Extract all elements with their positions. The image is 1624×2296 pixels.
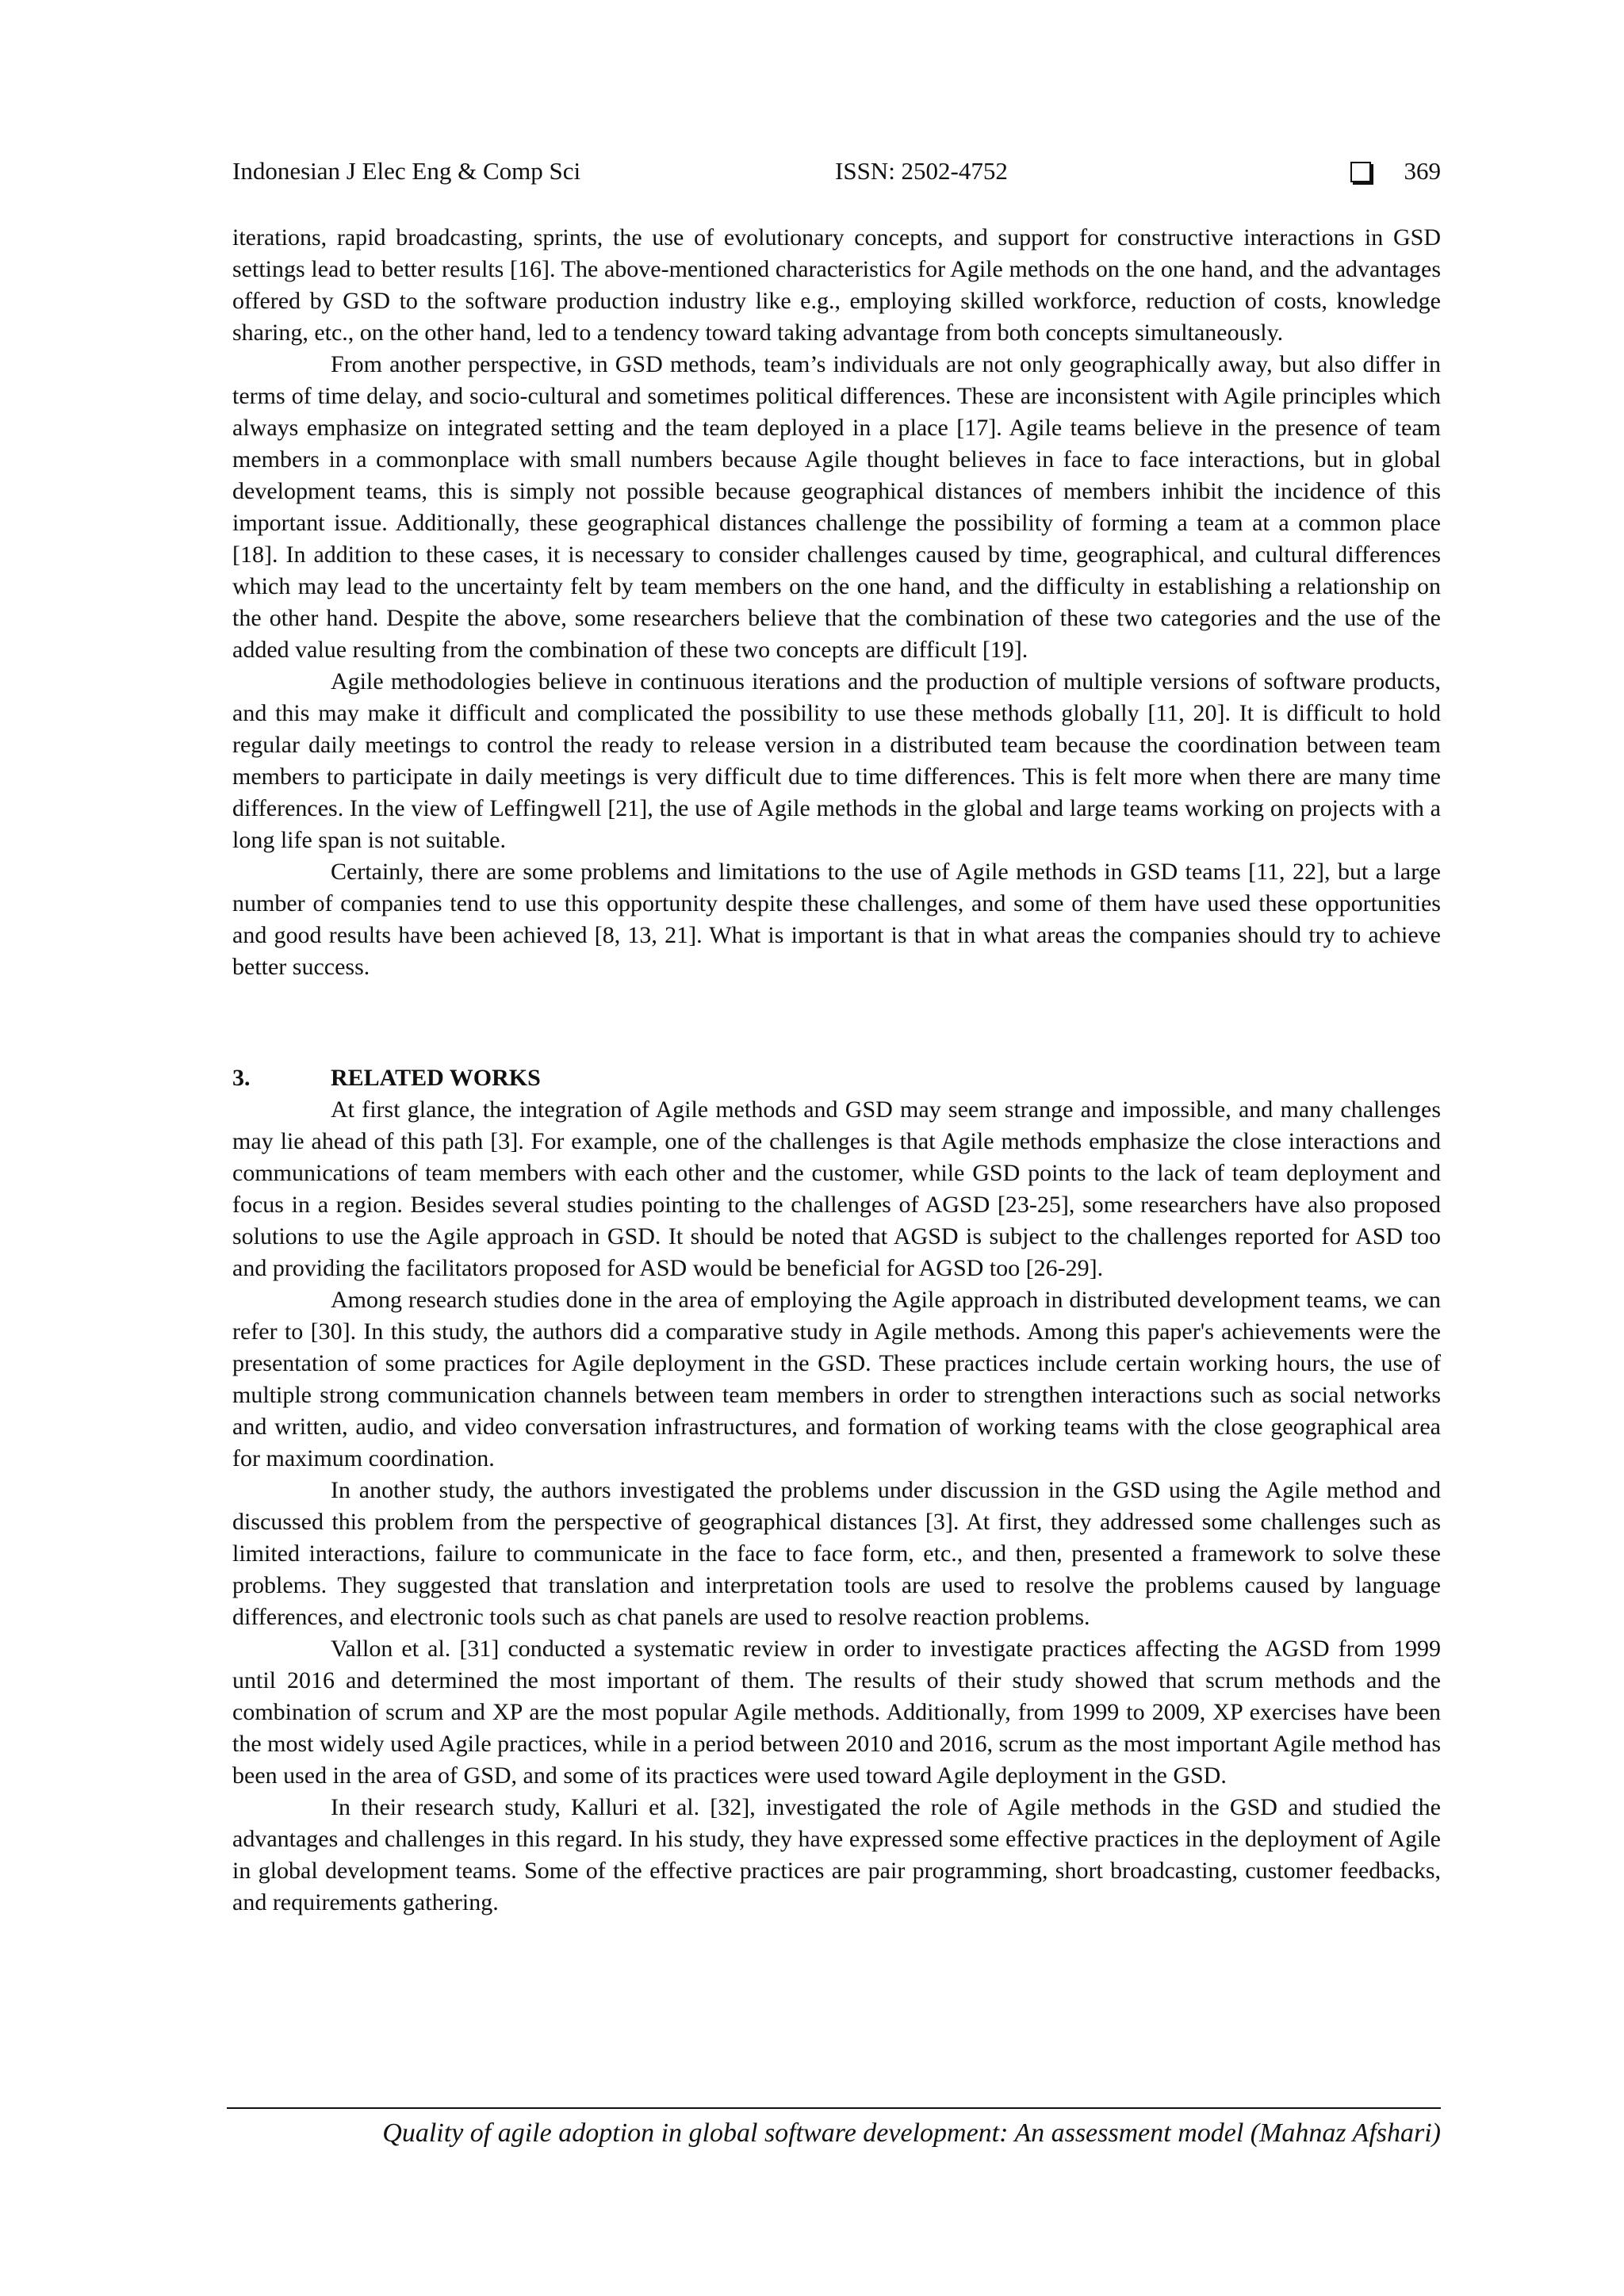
footer-rule — [227, 2107, 1441, 2109]
running-footer: Quality of agile adoption in global software development: An assessment model (Mahnaz Afshari) — [382, 2118, 1441, 2148]
paragraph: iterations, rapid broadcasting, sprints, the use of evolutionary concepts, and support for constructive interactions in GSD settings lead to better results [16]. The above-mentioned characteristics for Agile methods on the one hand, and the advantages offered by GSD to the software production industry like e.g., employing skilled workforce, reduction of costs, knowledge sharing, etc., on the other hand, led to a tendency toward taking advantage from both concepts simultaneously. — [232, 224, 1441, 346]
paragraph: Agile methodologies believe in continuous iterations and the production of multiple versions of software products, and this may make it difficult and complicated the possibility to use these methods globally [11, 20]. It is difficult to hold regular daily meetings to control the ready to release version in a distributed team because the coordination between team members to participate in daily meetings is very difficult due to time differences. This is felt more when there are many time differences. In the view of Leffingwell [21], the use of Agile methods in the global and large teams working on projects with a long life span is not suitable. — [232, 668, 1441, 853]
journal-name: Indonesian J Elec Eng & Comp Sci — [232, 157, 581, 185]
section-title: RELATED WORKS — [331, 1065, 541, 1091]
running-header — [232, 155, 1441, 193]
section-number: 3. — [232, 1065, 251, 1091]
body-text — [232, 222, 1441, 1919]
paragraph: In their research study, Kalluri et al. [32], investigated the role of Agile methods in the GSD and studied the advantages and challenges in this regard. In his study, they have expressed some effective practices in the deployment of Agile in global development teams. Some of the effective practices are pair programming, short broadcasting, customer feedbacks, and requirements gathering. — [232, 1794, 1441, 1915]
ballot-box-icon — [1350, 162, 1371, 182]
paragraph: At first glance, the integration of Agile methods and GSD may seem strange and impossible, and many challenges may lie ahead of this path [3]. For example, one of the challenges is that Agile methods emphasize the close interactions and communications of team members with each other and the customer, while GSD points to the lack of team deployment and focus in a region. Besides several studies pointing to the challenges of AGSD [23-25], some researchers have also proposed solutions to use the Agile approach in GSD. It should be noted that AGSD is subject to the challenges reported for ASD too and providing the facilitators proposed for ASD would be beneficial for AGSD too [26-29]. — [232, 1096, 1441, 1281]
paragraph: Among research studies done in the area of employing the Agile approach in distributed development teams, we can refer to [30]. In this study, the authors did a comparative study in Agile methods. Among this paper's achievements were the presentation of some practices for Agile deployment in the GSD. These practices include certain working hours, the use of multiple strong communication channels between team members in order to strengthen interactions such as social networks and written, audio, and video conversation infrastructures, and formation of working teams with the close geographical area for maximum coordination. — [232, 1287, 1441, 1471]
paragraph: Certainly, there are some problems and limitations to the use of Agile methods in GSD teams [11, 22], but a large number of companies tend to use this opportunity despite these challenges, and some of them have used these opportunities and good results have been achieved [8, 13, 21]. What is important is that in what areas the companies should try to achieve better success. — [232, 859, 1441, 980]
paragraph: From another perspective, in GSD methods, team’s individuals are not only geographically away, but also differ in terms of time delay, and socio-cultural and sometimes political differences. These are inconsistent with Agile principles which always emphasize on integrated setting and the team deployed in a place [17]. Agile teams believe in the presence of team members in a commonplace with small numbers because Agile thought believes in face to face interactions, but in global development teams, this is simply not possible because geographical distances of members inhibit the incidence of this important issue. Additionally, these geographical distances challenge the possibility of forming a team at a common place [18]. In addition to these cases, it is necessary to consider challenges caused by time, geographical, and cultural differences which may lead to the uncertainty felt by team members on the one hand, and the difficulty in establishing a relationship on the other hand. Despite the above, some researchers believe that the combination of these two categories and the use of the added value resulting from the combination of these two concepts are difficult [19]. — [232, 351, 1441, 663]
issn: ISSN: 2502-4752 — [835, 157, 1008, 185]
paragraph: Vallon et al. [31] conducted a systematic review in order to investigate practices affecting the AGSD from 1999 until 2016 and determined the most important of them. The results of their study showed that scrum methods and the combination of scrum and XP are the most popular Agile methods. Additionally, from 1999 to 2009, XP exercises have been the most widely used Agile practices, while in a period between 2010 and 2016, scrum as the most important Agile method has been used in the area of GSD, and some of its practices were used toward Agile deployment in the GSD. — [232, 1636, 1441, 1789]
page-number: 369 — [1404, 157, 1441, 185]
section-heading — [232, 1062, 1441, 1094]
paragraph: In another study, the authors investigated the problems under discussion in the GSD using the Agile method and discussed this problem from the perspective of geographical distances [3]. At first, they addressed some challenges such as limited interactions, failure to communicate in the face to face form, etc., and then, presented a framework to solve these problems. They suggested that translation and interpretation tools are used to resolve the problems caused by language differences, and electronic tools such as chat panels are used to resolve reaction problems. — [232, 1477, 1441, 1630]
